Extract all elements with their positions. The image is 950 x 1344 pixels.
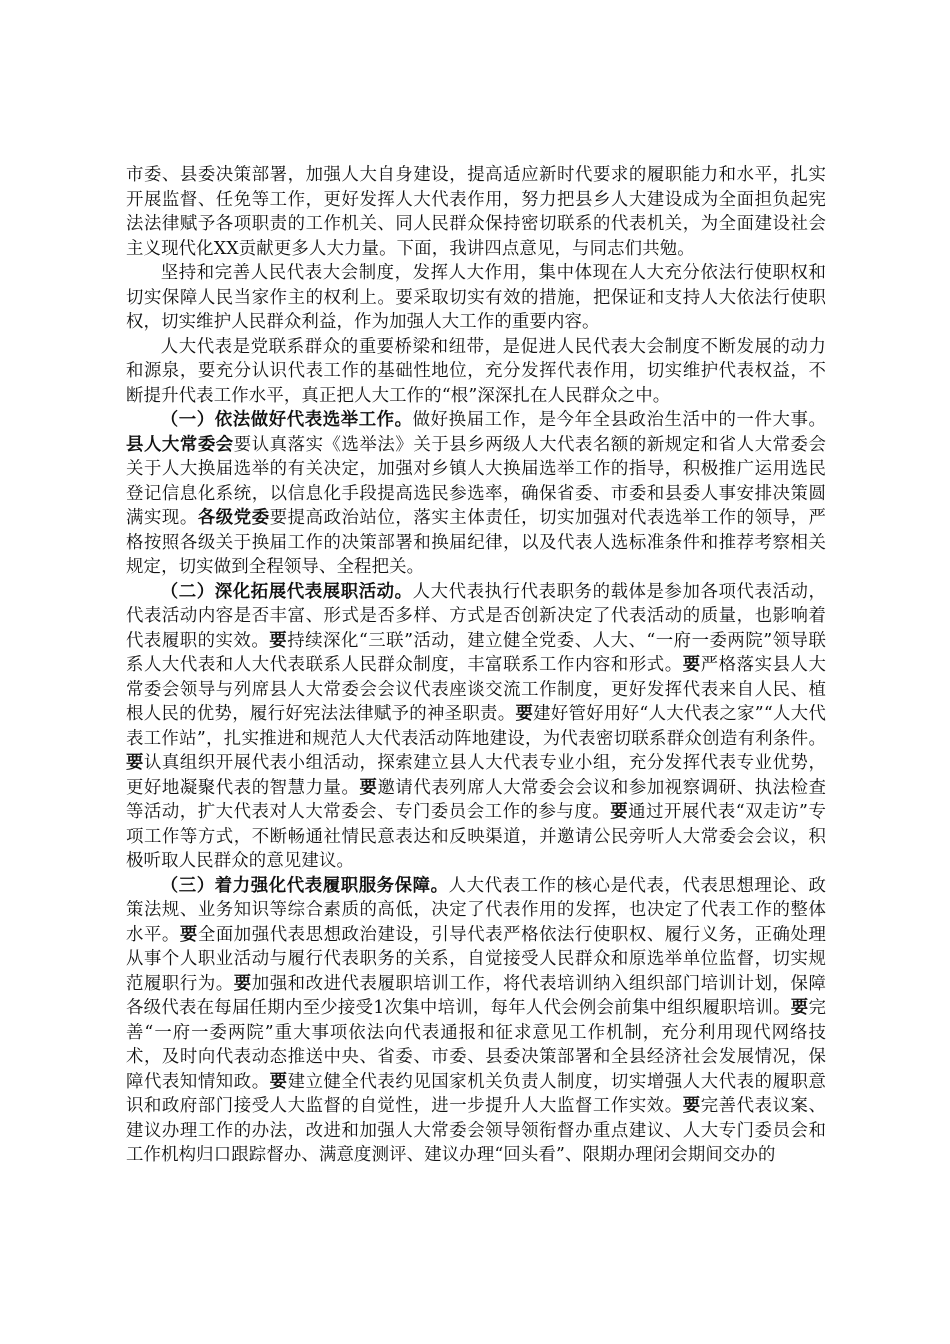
text-run: 加强和改进代表履职培训工作，将代表培训纳入组织部门培训计划，保障各级代表在每届任期内至少接受1次集中培训，每年人代会例会前集中组织履职培训。: [126, 973, 827, 1018]
text-run: 要认真落实《选举法》关于县乡两级人大代表名额的新规定和省人大常委会关于人大换届选举的有关决定，加强对乡镇人大换届选举工作的指导，积极推广运用选民登记信息化系统，以信息化手段提高选民参选率，确保省委、市委和县委人事安排决策圆满实现。: [126, 434, 826, 528]
text-run: 完善代表议案、建议办理工作的办法，改进和加强人大常委会领导领衔督办重点建议、人大专门委员会和工作机构归口跟踪督办、满意度测评、建议办理“回头看”、限期办理闭会期间交办的: [126, 1096, 826, 1165]
bold-text-run: 要: [233, 973, 252, 994]
bold-text-run: 各级党委: [197, 508, 270, 528]
text-run: 市委、县委决策部署，加强人大自身建设，提高适应新时代要求的履职能力和水平，扎实开展监督、任免等工作，更好发挥人大代表作用，努力把县乡人大建设成为全面担负起宪法法律赋予各项职责的工作机关、同人民群众保持密切联系的代表机关，为全面建设社会主义现代化XX贡献更多人大力量。下面，我讲四点意见，与同志们共勉。: [126, 165, 826, 259]
paragraph: [126, 580, 826, 874]
bold-text-run: （三）着力强化代表履职服务保障。: [160, 875, 449, 896]
paragraph: [126, 408, 826, 580]
text-run: 坚持和完善人民代表大会制度，发挥人大作用，集中体现在人大充分依法行使职权和切实保障人民当家作主的权利上。要采取切实有效的措施，把保证和支持人大依法行使职权，切实维护人民群众利益，作为加强人大工作的重要内容。: [126, 263, 826, 332]
text-run: 通过开展代表“双走访”专项工作等方式，不断畅通社情民意表达和反映渠道，并邀请公民旁听人大常委会会议，积极听取人民群众的意见建议。: [126, 802, 826, 871]
bold-text-run: 要: [790, 998, 809, 1018]
bold-text-run: 要: [126, 753, 144, 773]
bold-text-run: 县人大常委会: [126, 434, 234, 455]
document-body: [126, 163, 826, 1168]
paragraph: [126, 335, 826, 409]
paragraph: [126, 261, 826, 335]
bold-text-run: （二）深化拓展代表展职活动。: [160, 581, 413, 602]
text-run: 持续深化“三联”活动，建立健全党委、人大、“一府一委两院”领导联系人大代表和人大代表联系人民群众制度，丰富联系工作内容和形式。: [126, 630, 827, 675]
text-run: 邀请代表列席人大常委会会议和参加视察调研、执法检查等活动，扩大代表对人大常委会、专门委员会工作的参与度。: [126, 777, 826, 822]
text-run: 建立健全代表约见国家机关负责人制度，切实增强人大代表的履职意识和政府部门接受人大监督的自觉性，进一步提升人大监督工作实效。: [126, 1071, 826, 1116]
text-run: 人大代表工作的核心是代表，代表思想理论、政策法规、业务知识等综合素质的高低，决定了代表作用的发挥，也决定了代表工作的整体水平。: [126, 875, 827, 945]
text-run: 完善“一府一委两院”重大事项依法向代表通报和征求意见工作机制，充分利用现代网络技术，及时向代表动态推送中央、省委、市委、县委决策部署和全县经济社会发展情况，保障代表知情知政。: [126, 998, 826, 1092]
bold-text-run: 要: [269, 630, 288, 651]
paragraph: [126, 163, 826, 261]
bold-text-run: 要: [682, 1096, 701, 1116]
text-run: 人大代表是党联系群众的重要桥梁和纽带，是促进人民代表大会制度不断发展的动力和源泉，要充分认识代表工作的基础性地位，充分发挥代表作用，切实维护代表权益，不断提升代表工作水平，真正把人大工作的“根”深深扎在人民群众之中。: [126, 336, 826, 406]
paragraph: [126, 874, 826, 1168]
bold-text-run: 要: [515, 704, 534, 724]
bold-text-run: 要: [269, 1071, 288, 1092]
bold-text-run: （一）依法做好代表选举工作。: [160, 410, 413, 430]
text-run: 全面加强代表思想政治建设，引导代表严格依法行使职权、履行义务，正确处理从事个人职业活动与履行代表职务的关系，自觉接受人民群众和原选举单位监督，切实规范履职行为。: [126, 924, 827, 994]
text-run: 认真组织开展代表小组活动，探索建立县人大代表专业小组，充分发挥代表专业优势，更好地凝聚代表的智慧力量。: [126, 753, 826, 798]
text-run: 人大代表执行代表职务的载体是参加各项代表活动，代表活动内容是否丰富、形式是否多样、方式是否创新决定了代表活动的质量，也影响着代表履职的实效。: [126, 581, 827, 651]
bold-text-run: 要: [682, 655, 701, 675]
text-run: 建好管好用好“人大代表之家”“人大代表工作站”，扎实推进和规范人大代表活动阵地建设，为代表密切联系群众创造有利条件。: [126, 704, 826, 749]
text-run: 要提高政治站位，落实主体责任，切实加强对代表选举工作的领导，严格按照各级关于换届工作的决策部署和换届纪律，以及代表人选标准条件和推荐考察相关规定，切实做到全程领导、全程把关。: [126, 508, 826, 577]
bold-text-run: 要: [610, 802, 629, 822]
text-run: 做好换届工作，是今年全县政治生活中的一件大事。: [412, 410, 827, 430]
bold-text-run: 要: [359, 777, 378, 798]
text-run: 严格落实县人大常委会领导与列席县人大常委会会议代表座谈交流工作制度，更好发挥代表来自人民、植根人民的优势，履行好宪法法律赋予的神圣职责。: [126, 655, 826, 724]
bold-text-run: 要: [179, 924, 198, 945]
